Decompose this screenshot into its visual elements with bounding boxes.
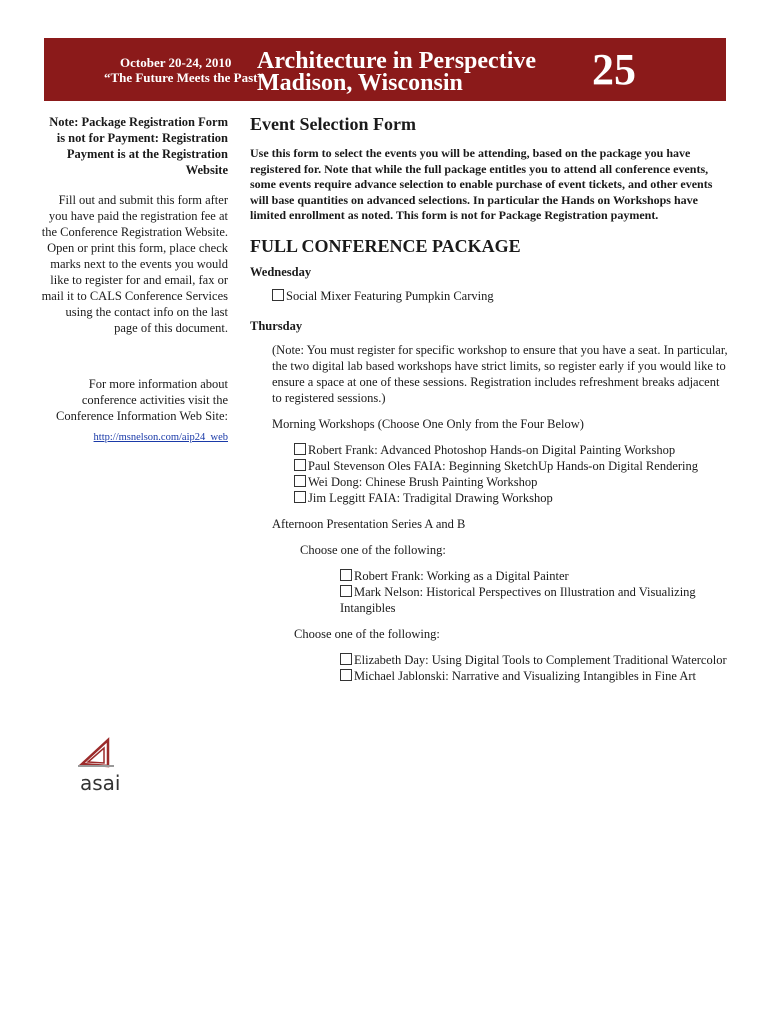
morning-workshops-list [294,442,728,506]
header-banner [44,38,726,101]
series-b-choose: Choose one of the following: [294,626,440,641]
workshop-label: Paul Stevenson Oles FAIA: Beginning SketchUp Hands-on Digital Rendering [308,458,699,473]
conference-date: October 20-24, 2010 [120,55,232,70]
workshop-option[interactable] [294,442,728,458]
presentation-option[interactable] [340,652,728,668]
presentation-label: Mark Nelson: Historical Perspectives on Illustration and Visualizing Intangibles [340,584,696,615]
series-a-choose: Choose one of the following: [300,542,446,557]
more-info-text: For more information about conference activities visit the Conference Information Web Site: [56,377,228,423]
conference-number: 25 [592,45,636,94]
main-content [250,114,728,684]
form-heading: Event Selection Form [250,114,416,134]
checkbox[interactable] [294,459,306,471]
presentation-option[interactable] [340,584,728,616]
conference-title: Architecture in Perspective [257,48,537,74]
workshop-label: Robert Frank: Advanced Photoshop Hands-on Digital Painting Workshop [308,442,676,457]
sidebar [40,114,228,446]
workshop-option[interactable] [294,474,728,490]
conference-location: Madison, Wisconsin [257,70,463,96]
event-social-mixer[interactable] [272,288,728,304]
presentation-option[interactable] [340,668,728,684]
afternoon-series-label: Afternoon Presentation Series A and B [272,516,466,531]
presentation-label: Elizabeth Day: Using Digital Tools to Complement Traditional Watercolor [354,652,727,667]
form-intro: Use this form to select the events you will be attending, based on the package you have registered for. Note that while the full package entitles you to attend all conference events, some events require advance selection to enable purchase of event tickets, and other events will base quantities on advanced selections. In particular the Hands on Workshops have limited enrollment as noted. This form is not for Package Registration payment. [250,146,713,222]
conference-info-link[interactable]: http://msnelson.com/aip24_web [93,432,228,443]
instructions: Fill out and submit this form after you have paid the registration fee at the Conference Registration Website. Open or print this form, place check marks next to the events you would like to register for and email, fax or mail it to CALS Conference Services using the contact info on the last page of this document. [41,193,228,335]
checkbox[interactable] [272,289,284,301]
presentation-label: Robert Frank: Working as a Digital Painter [354,568,569,583]
logo-text: asai [80,771,121,795]
workshop-label: Wei Dong: Chinese Brush Painting Workshop [308,474,538,489]
conference-tagline: “The Future Meets the Past” [103,70,264,85]
series-b-list [340,652,728,684]
payment-note: Note: Package Registration Form is not for Payment: Registration Payment is at the Registration Website [49,115,228,177]
checkbox[interactable] [340,653,352,665]
series-a-list [340,568,728,616]
presentation-label: Michael Jablonski: Narrative and Visualizing Intangibles in Fine Art [354,668,697,683]
workshop-option[interactable] [294,458,728,474]
event-label: Social Mixer Featuring Pumpkin Carving [286,288,494,303]
checkbox[interactable] [340,585,352,597]
checkbox[interactable] [294,491,306,503]
day-wednesday: Wednesday [250,264,312,279]
workshop-option[interactable] [294,490,728,506]
day-thursday: Thursday [250,318,303,333]
workshop-label: Jim Leggitt FAIA: Tradigital Drawing Workshop [308,490,553,505]
checkbox[interactable] [294,475,306,487]
checkbox[interactable] [340,669,352,681]
asai-logo [74,736,164,796]
morning-workshops-label: Morning Workshops (Choose One Only from the Four Below) [272,416,584,431]
package-title: FULL CONFERENCE PACKAGE [250,235,521,256]
thursday-note: (Note: You must register for specific workshop to ensure that you have a seat. In particular, the two digital lab based workshops have strict limits, so register early if you would like to ensure a space at one of these sessions. Registration includes refreshment breaks adjacent to registered sessions.) [272,342,728,405]
checkbox[interactable] [340,569,352,581]
checkbox[interactable] [294,443,306,455]
presentation-option[interactable] [340,568,728,584]
